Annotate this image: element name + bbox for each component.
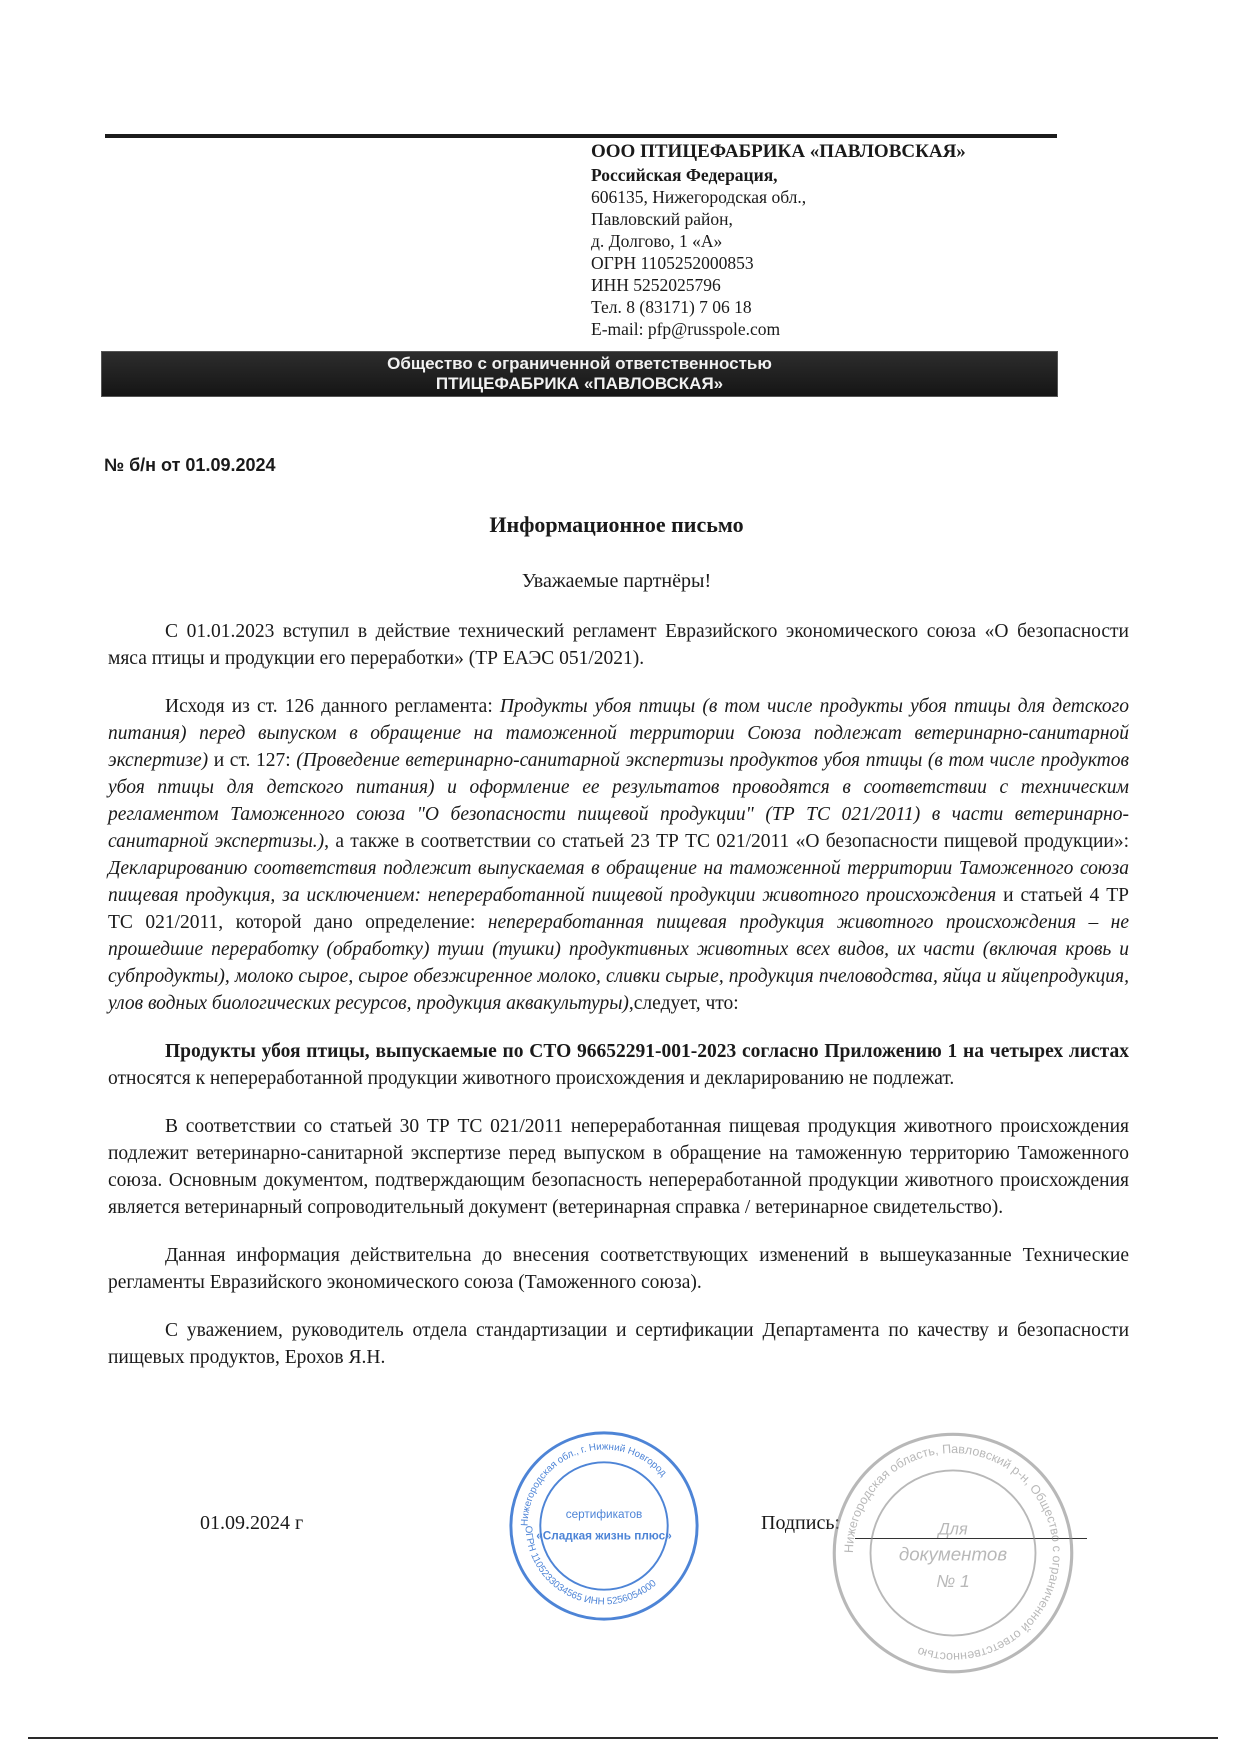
blue-round-stamp — [506, 1428, 702, 1624]
text-run: и статьей 4 ТР ТС 021/2011, которой дано определение: — [108, 885, 1130, 933]
banner-line-1: Общество с ограниченной ответственностью — [387, 354, 772, 373]
paragraph-closing: С уважением, руководитель отдела стандартизации и сертификации Департамента по качеству и безопасности пищевых продуктов, Ерохов Я.Н. — [108, 1320, 1129, 1368]
signature-date: 01.09.2024 г — [200, 1512, 304, 1534]
signature-label: Подпись: — [761, 1512, 841, 1534]
org-name: ООО ПТИЦЕФАБРИКА «ПАВЛОВСКАЯ» — [591, 141, 966, 162]
text-run: Исходя из ст. 126 данного регламента: — [165, 696, 500, 717]
text-run: и ст. 127: — [208, 750, 297, 771]
stamp-center-text: документов — [898, 1543, 1008, 1565]
org-email: E-mail: pfp@russpole.com — [591, 319, 781, 339]
scan-bottom-edge — [28, 1737, 1218, 1739]
paragraph-validity: Данная информация действительна до внесения соответствующих изменений в вышеуказанные Технические регламенты Евразийского экономического союза (Таможенного союза). — [108, 1245, 1129, 1293]
paragraph-vet-expertise: В соответствии со статьей 30 ТР ТС 021/2011 непереработанная пищевая продукция животного происхождения подлежит ветеринарно-санитарной экспертизе перед выпуском в обращение на таможенную территорию Таможенного союза. Основным документом, подтверждающим безопасность непереработанной продукции животного происхождения является ветеринарный сопроводительный документ (ветеринарная справка / ветеринарное свидетельство). — [108, 1116, 1129, 1218]
letterhead-top-rule — [105, 134, 1057, 138]
stamp-ring-text: Нижегородская обл., г. Нижний Новгород — [519, 1441, 669, 1527]
quote-run: Продукты убоя птицы (в том числе продукты убоя птицы для детского питания) перед выпуском в обращение на таможенной территории Союза подлежат ветеринарно-санитарной экспертизе) — [108, 696, 1130, 771]
signature-line — [855, 1538, 1087, 1539]
greeting: Уважаемые партнёры! — [521, 570, 712, 592]
org-ogrn: ОГРН 1105252000853 — [591, 253, 754, 273]
org-address-line: Павловский район, — [591, 209, 733, 229]
gray-round-stamp — [828, 1428, 1078, 1678]
paragraph-intro: С 01.01.2023 вступил в действие технический регламент Евразийского экономического союза «О безопасности мяса птицы и продукции его переработки» (ТР ЕАЭС 051/2021). — [108, 621, 1129, 669]
quote-run: Декларированию соответствия подлежит выпускаемая в обращение на таможенной территории Таможенного союза пищевая продукция, за исключением: непереработанной пищевой продукции животного происхождения — [108, 858, 1129, 906]
bold-run: Продукты убоя птицы, выпускаемые по СТО 96652291-001-2023 согласно Приложению 1 на четырех листах — [165, 1041, 1129, 1062]
org-phone: Тел. 8 (83171) 7 06 18 — [591, 297, 752, 317]
svg-text:ОГРН 1105233034565 ИНН 5256054 — [523, 1526, 660, 1608]
letterhead-banner — [102, 352, 1057, 396]
org-address-line: 606135, Нижегородская обл., — [591, 187, 807, 207]
text-run: ,следует, что: — [628, 993, 739, 1014]
quote-run: непереработанная пищевая продукция животного происхождения – не прошедшие переработку (обработку) туши (тушки) продуктивных животных всех видов, их части (включая кровь и субпродукты), молоко сырое, сырое обезжиренное молоко, сливки сырые, продукция пчеловодства, яйца и яйцепродукция, улов водных биологических ресурсов, продукция аквакультуры) — [108, 912, 1130, 1014]
document-number: № б/н от 01.09.2024 — [104, 455, 276, 475]
letterhead-org-details — [591, 140, 966, 340]
letter-body — [108, 618, 1129, 1392]
text-run: относятся к непереработанной продукции животного происхождения и декларированию не подлежат. — [108, 1068, 955, 1089]
stamp-center-text: «Сладкая жизнь плюс» — [536, 1529, 672, 1543]
stamp-center-text: № 1 — [936, 1570, 970, 1591]
paragraph-conclusion — [108, 1038, 1129, 1092]
stamp-ring-text: Нижегородская область, Павловский р-н, Общество с ограниченной ответственностью — [841, 1441, 1065, 1665]
stamp-ring-text: ОГРН 1105233034565 ИНН 5256054000 — [522, 1525, 659, 1608]
banner-line-2: ПТИЦЕФАБРИКА «ПАВЛОВСКАЯ» — [435, 374, 724, 393]
org-country: Российская Федерация, — [591, 165, 778, 185]
quote-run: (Проведение ветеринарно-санитарной экспертизы продуктов убоя птицы (в том числе продуктов убоя птицы для детского питания) и оформление ее результатов проводятся в соответствии с техническим регламентом Таможенного союза "О безопасности пищевой продукции" (ТР ТС 021/2011) в части ветеринарно-санитарной экспертизы.) — [108, 750, 1129, 852]
paragraph-regulation-analysis — [108, 693, 1129, 1017]
stamp-center-text: сертификатов — [565, 1508, 643, 1522]
page-title: Информационное письмо — [489, 512, 744, 537]
svg-text:Нижегородская обл., г. Нижний — [519, 1442, 668, 1527]
org-address-line: д. Долгово, 1 «А» — [591, 231, 723, 251]
svg-text:Нижегородская область, Павловс — [842, 1442, 1064, 1664]
org-inn: ИНН 5252025796 — [591, 275, 721, 295]
text-run: , а также в соответствии со статьей 23 ТР ТС 021/2011 «О безопасности пищевой продукции»: — [324, 831, 1129, 852]
stamp-center-text: Для — [938, 1520, 968, 1539]
